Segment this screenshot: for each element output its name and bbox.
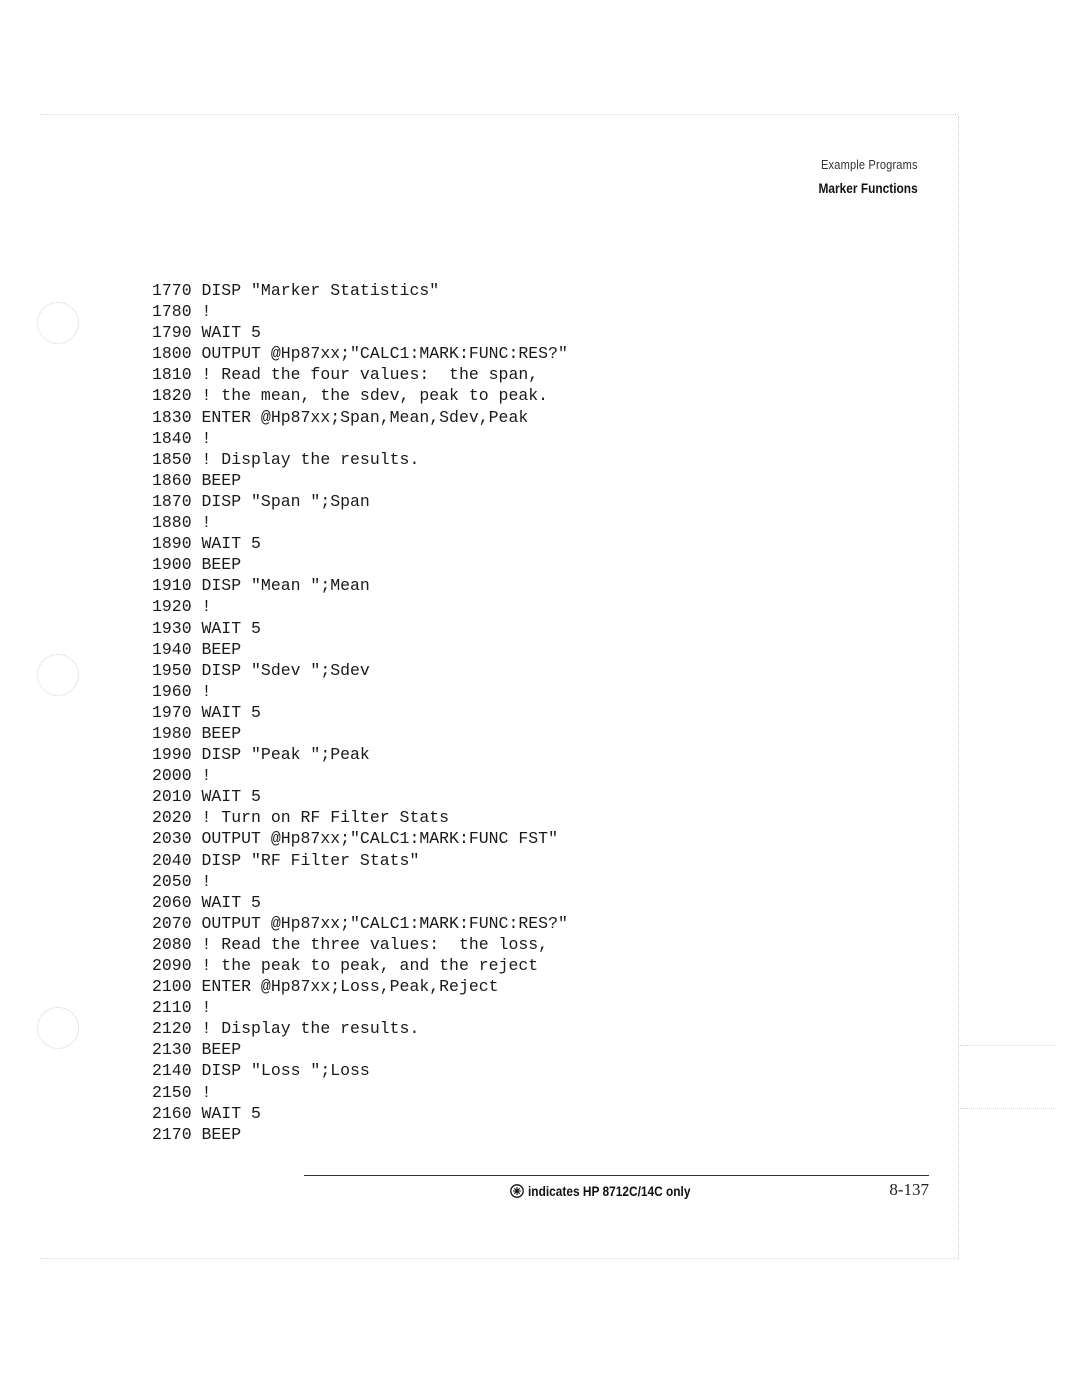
code-line: 2030 OUTPUT @Hp87xx;"CALC1:MARK:FUNC FST" (152, 829, 558, 849)
program-listing (152, 280, 568, 1145)
code-line: 1820 ! the mean, the sdev, peak to peak. (152, 386, 549, 406)
running-header (801, 155, 918, 201)
code-line: 1850 ! Display the results. (152, 449, 420, 469)
code-line: 1830 ENTER @Hp87xx;Span,Mean,Sdev,Peak (152, 407, 529, 427)
punch-hole (37, 302, 79, 344)
code-line: 1940 BEEP (152, 639, 242, 659)
footer-note-text: indicates HP 8712C/14C only (528, 1183, 691, 1199)
code-line: 2150 ! (152, 1082, 212, 1102)
code-line: 1790 WAIT 5 (152, 323, 261, 343)
header-section-name: Example Programs (821, 157, 918, 172)
code-line: 1860 BEEP (152, 470, 242, 490)
punch-hole (37, 1007, 79, 1049)
scan-tick-mark (960, 1045, 1056, 1046)
code-line: 2070 OUTPUT @Hp87xx;"CALC1:MARK:FUNC:RES?" (152, 913, 568, 933)
scan-border-top (40, 114, 958, 115)
code-line: 1890 WAIT 5 (152, 534, 261, 554)
scan-tick-mark (960, 1108, 1056, 1109)
code-line: 2060 WAIT 5 (152, 892, 261, 912)
code-line: 1840 ! (152, 428, 212, 448)
code-line: 1970 WAIT 5 (152, 702, 261, 722)
footer-note (510, 1183, 719, 1199)
code-line: 1950 DISP "Sdev ";Sdev (152, 660, 370, 680)
header-chapter-title: Marker Functions (818, 180, 918, 196)
code-line: 2110 ! (152, 998, 212, 1018)
code-line: 1780 ! (152, 302, 212, 322)
code-line: 1930 WAIT 5 (152, 618, 261, 638)
code-line: 1960 ! (152, 681, 212, 701)
code-line: 2050 ! (152, 871, 212, 891)
code-line: 2140 DISP "Loss ";Loss (152, 1061, 370, 1081)
code-line: 1880 ! (152, 513, 212, 533)
code-line: 2000 ! (152, 766, 212, 786)
code-line: 1800 OUTPUT @Hp87xx;"CALC1:MARK:FUNC:RES?" (152, 344, 568, 364)
code-line: 2010 WAIT 5 (152, 787, 261, 807)
code-line: 1990 DISP "Peak ";Peak (152, 745, 370, 765)
code-line: 1870 DISP "Span ";Span (152, 491, 370, 511)
code-line: 2130 BEEP (152, 1040, 242, 1060)
scan-border-bottom (40, 1258, 958, 1259)
code-line: 1910 DISP "Mean ";Mean (152, 576, 370, 596)
code-line: 2170 BEEP (152, 1124, 242, 1144)
punch-hole (37, 654, 79, 696)
code-line: 2020 ! Turn on RF Filter Stats (152, 808, 450, 828)
code-line: 1920 ! (152, 597, 212, 617)
page-number: 8-137 (889, 1180, 929, 1199)
code-line: 2080 ! Read the three values: the loss, (152, 934, 549, 954)
code-line: 1810 ! Read the four values: the span, (152, 365, 539, 385)
code-line: 2090 ! the peak to peak, and the reject (152, 956, 539, 975)
code-line: 2120 ! Display the results. (152, 1019, 420, 1039)
scan-border-right (958, 116, 959, 1260)
code-line: 2100 ENTER @Hp87xx;Loss,Peak,Reject (152, 977, 499, 997)
code-line: 2160 WAIT 5 (152, 1103, 261, 1123)
code-line: 1770 DISP "Marker Statistics" (152, 281, 440, 300)
code-line: 2040 DISP "RF Filter Stats" (152, 850, 420, 870)
code-line: 1900 BEEP (152, 555, 242, 575)
hp-8712c-14c-badge-icon (510, 1184, 524, 1198)
footer-rule (304, 1175, 929, 1176)
code-line: 1980 BEEP (152, 723, 242, 743)
